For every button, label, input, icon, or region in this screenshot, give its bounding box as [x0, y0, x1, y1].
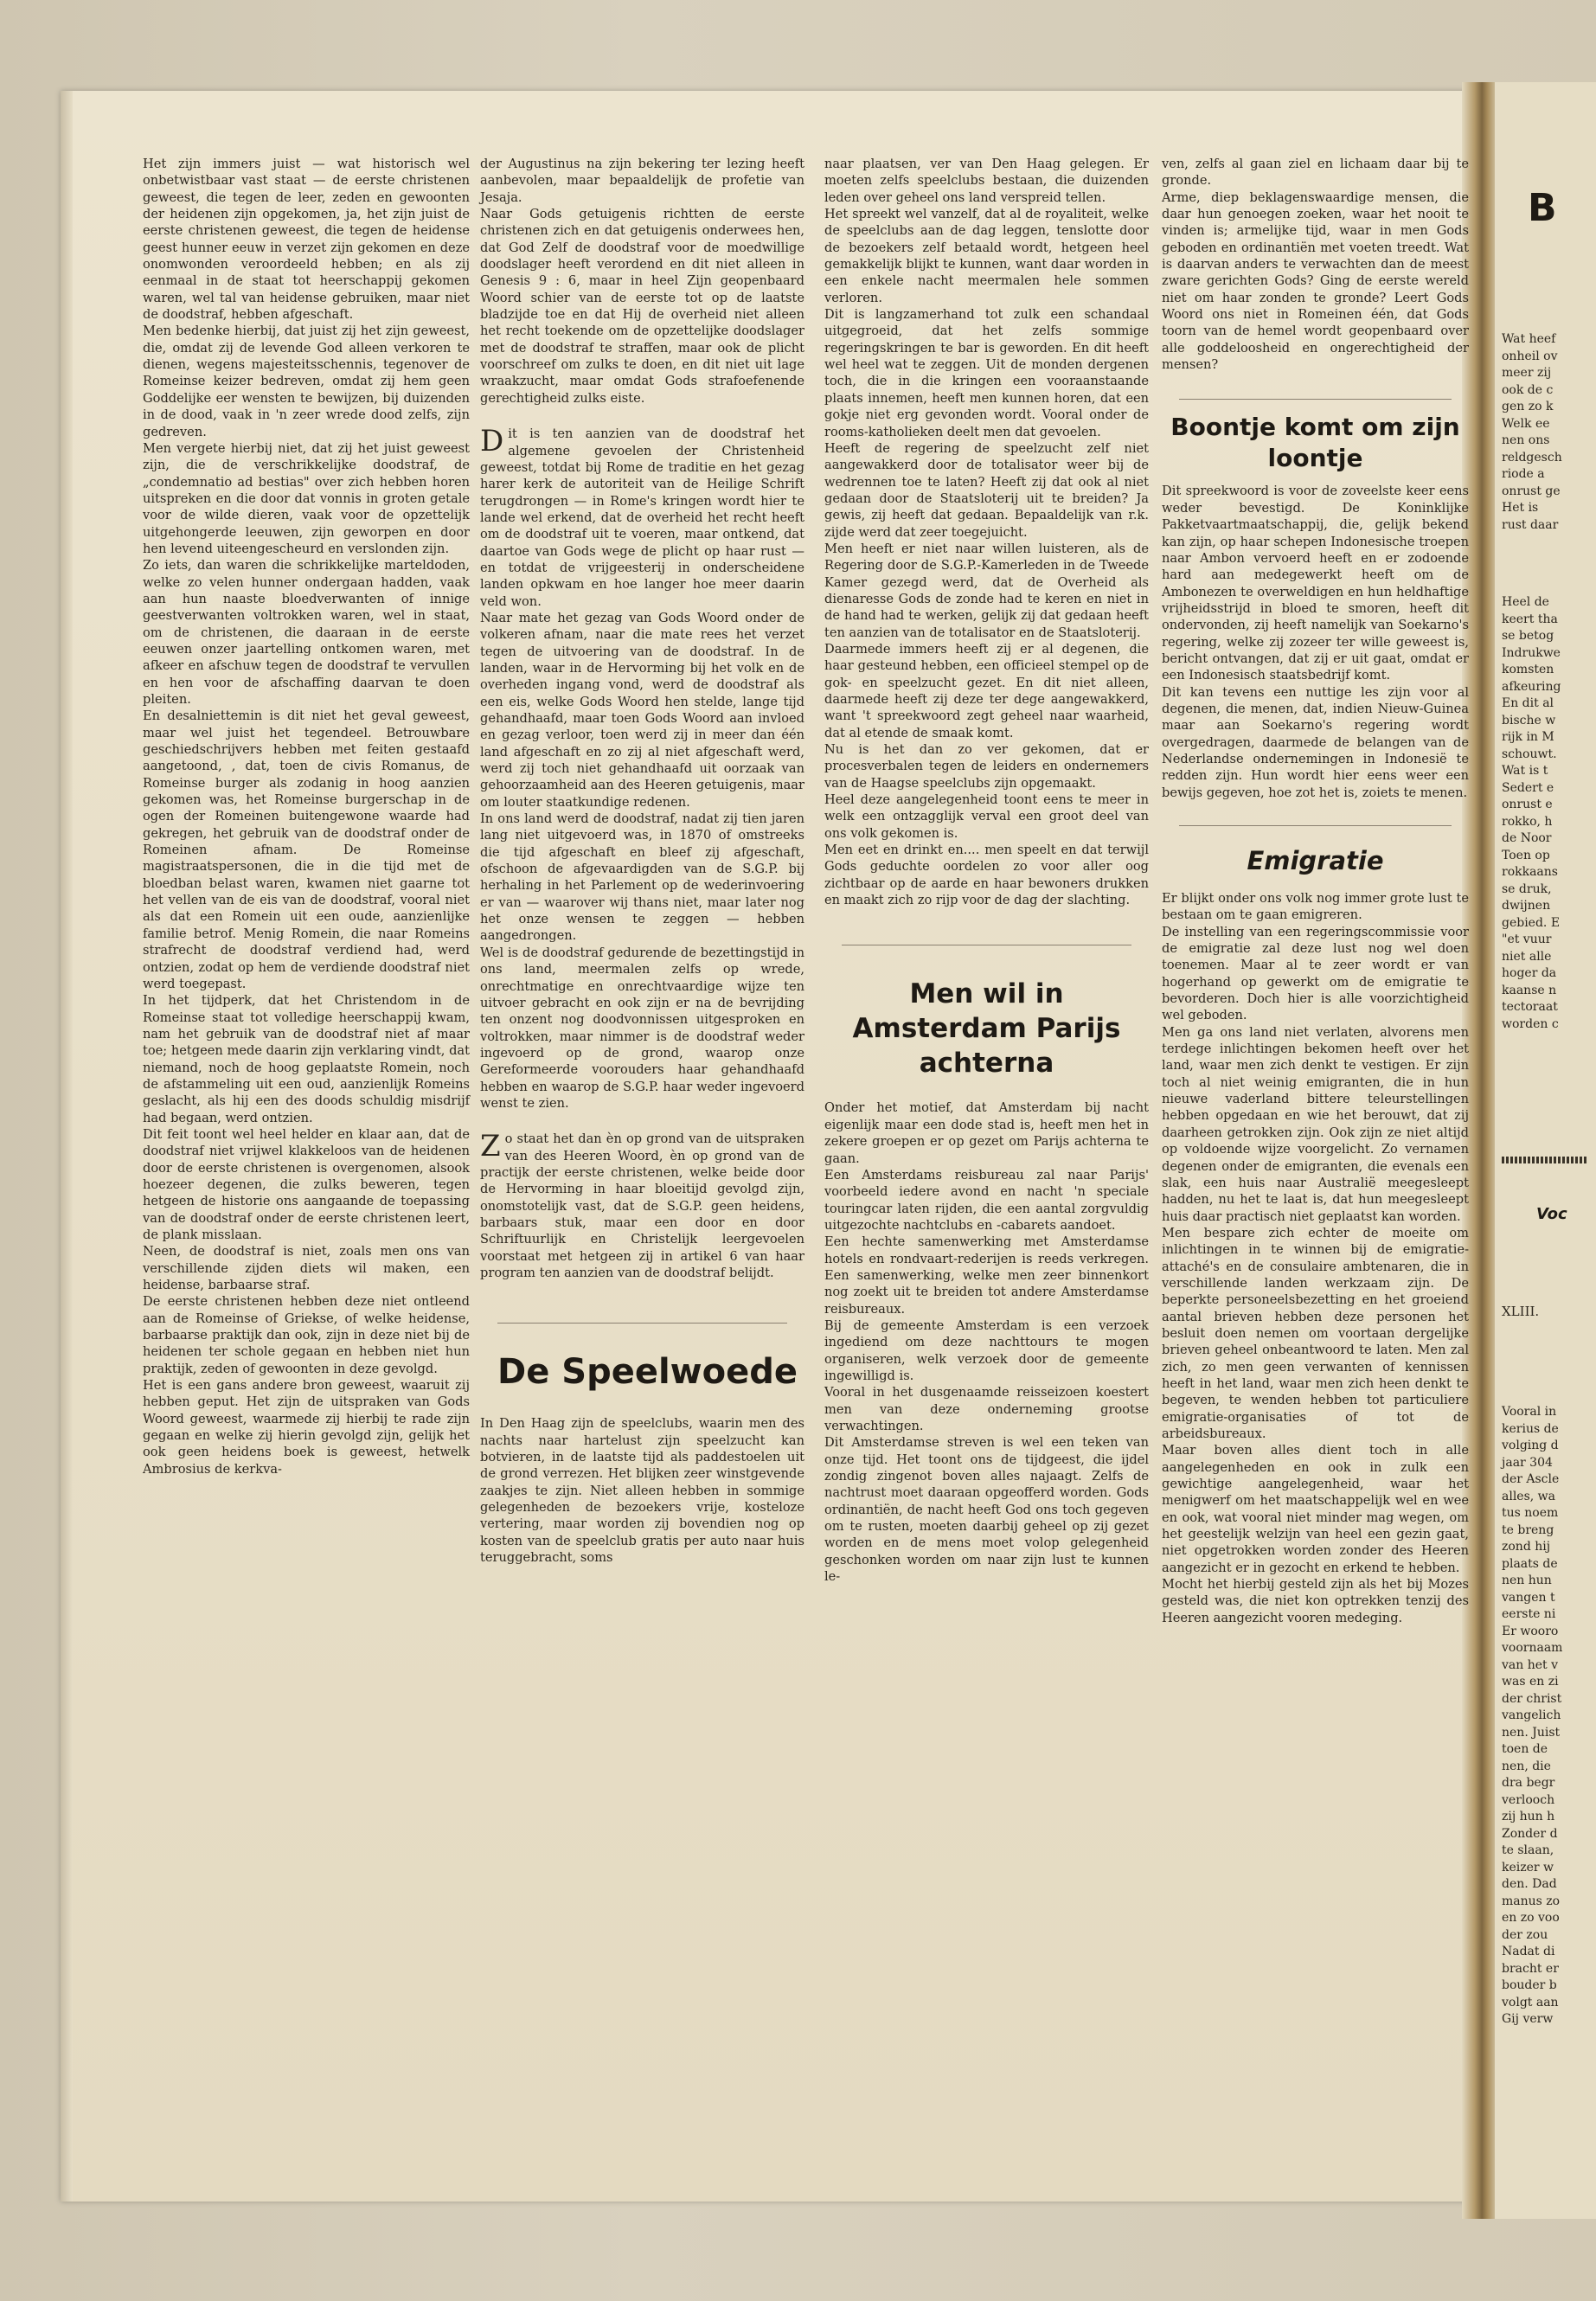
paragraph: Het spreekt wel vanzelf, dat al de royaliteit, welke de speelclubs aan de dag leggen, tenslotte door de bezoekers zelf betaald wordt, hetgeen heel gemakkelijk blijkt te kunnen, want daar worden in een enkele nacht meermalen hele sommen verloren.: [824, 207, 1149, 305]
paragraph: Onder het motief, dat Amsterdam bij nacht eigenlijk maar een dode stad is, heeft men het in zekere groepen er op gezet om Parijs achterna te gaan.: [824, 1100, 1149, 1166]
adjacent-page-text-3: Vooral in kerius de volging d jaar 304 der Ascle alles, wa tus noem te breng zond hij plaats de nen hun vangen t eerste ni Er wooro voornaam van het v was en zi der christ vangelich nen. Juist toen de nen, die dra begr verlooch zij hun h Zonder d te slaan, keizer w den. Dad manus zo en zo voo der zou Nadat di bracht er bouder b volgt aan Gij verw: [1502, 1405, 1563, 2026]
headline-amsterdam: Men wil in Amsterdam Parijs achterna: [852, 978, 1121, 1080]
paragraph: Dit is langzamerhand tot zulk een schandaal uitgegroeid, dat het zelfs sommige regeringskringen te bar is geworden. En dit heeft wel heel wat te zeggen. Uit de monden dergenen toch, die in die kringen een vooraanstaande plaats innemen, heeft men kunnen horen, dat een gokje niet erg gevonden wordt. Vooral onder de rooms-katholieken deelt men dat gevoelen.: [824, 307, 1149, 439]
paragraph: Dit kan tevens een nuttige les zijn voor al degenen, die menen, dat, indien Nieuw-Guinea maar aan Soekarno's regering wordt overgedragen, daarmede de belangen van de Nederlandse ondernemingen in Indonesië te redden zijn. Hun wordt hier eens weer een bewijs gegeven, hoe zot het is, zoiets te menen.: [1162, 684, 1469, 800]
paragraph: Men vergete hierbij niet, dat zij het juist geweest zijn, die de verschrikkelijke doodstraf, de „condemnatio ad bestias" over zich hebben horen uitspreken en die door dat vonnis in groten getale voor de wilde dieren, vaak voor de opzettelijk uitgehongerde leeuwen, zijn geworpen en door hen levend uiteengescheurd en verslonden zijn.: [143, 440, 470, 556]
paragraph: Men bespare zich echter de moeite om inlichtingen in te winnen bij de emigratie-attaché's en de consulaire ambtenaren, die in verschillende landen werkzaam zijn. De beperkte personeelsbezetting en het groeiend aantal brieven hebben deze personen het besluit doen nemen om voortaan dergelijke brieven geheel onbeantwoord te laten. Men zal zich, zo men geen verwanten of kennissen heeft in het land, waar men zich heen denkt te begeven, te wenden hebben tot particuliere emigratie-organisaties of tot de arbeidsbureaux.: [1162, 1225, 1469, 1441]
paragraph: En desalniettemin is dit niet het geval geweest, maar wel juist het tegendeel. Betrouwbare geschiedschrijvers hebben met feiten gestaafd aangetoond, , dat, toen de civis Romanus, de Romeinse burger als zodanig in hoog aanzien gekomen was, het Romeinse burgerschap in de ogen der Romeinen buitengewone waarde had gekregen, het gebruik van de doodstraf onder de Romeinen afnam. De Romeinse magistraatspersonen, die in die tijd met de bloedban belast waren, kwamen niet gaarne tot het vellen van de eis van de doodstraf, vooral niet als dat een Romein uit een oude, aanzienlijke familie betrof. Menig Romein, die naar Romeins strafrecht de doodstraf verdiend had, werd ontzien, zodat op hem de verdiende doodstraf niet werd toegepast.: [143, 708, 470, 991]
paragraph: naar plaatsen, ver van Den Haag gelegen. Er moeten zelfs speelclubs bestaan, die duizenden leden over geheel ons land verspreid tellen.: [824, 157, 1149, 205]
paragraph: Maar boven alles dient toch in alle aangelegenheden en ook in zulk een gewichtige aangelegenheid, waar het menigwerf om het maatschappelijk wel en wee en ook, wat vooral niet minder mag wegen, om het geestelijk welzijn van heel een gezin gaat, niet opgetrokken worden zonder des Heeren aangezicht er in gezocht en erkend te hebben.: [1162, 1443, 1469, 1575]
paragraph: Dit feit toont wel heel helder en klaar aan, dat de doodstraf niet vrijwel klakkeloos van de heidenen door de eerste christenen is overgenomen, alsook hoezeer degenen, die zulks beweren, tegen hetgeen de historie ons aangaande de toepassing van de doodstraf onder de eerste christenen leert, de plank misslaan.: [143, 1126, 470, 1242]
paragraph: Een Amsterdams reisbureau zal naar Parijs' voorbeeld iedere avond en nacht 'n speciale touringcar laten rijden, die een aantal zorgvuldig uitgezochte nachtclubs en -cabarets aandoet.: [824, 1167, 1149, 1233]
paragraph: Het zijn immers juist — wat historisch wel onbetwistbaar vast staat — de eerste christenen geweest, die tegen de leer, zeden en gewoonten der heidenen zijn opgekomen, ja, het zijn juist de eerste christenen geweest, die tegen de heidense geest hunner eeuw in verzet zijn gekomen en deze onomwonden veroordeeld hebben; en als zij eenmaal in de staat tot heerschappij gekomen waren, wel tal van heidense gebruiken, maar niet de doodstraf, hebben afgeschaft.: [143, 157, 470, 323]
paragraph: Naar Gods getuigenis richtten de eerste christenen zich en dat getuigenis onderwees hen, dat God Zelf de doodstraf voor de moedwillige doodslager heeft verordend en dit niet alleen in Genesis 9 : 6, maar in heel Zijn geopenbaard Woord schier van de eerste tot op de laatste bladzijde toe en dat Hij de overheid niet alleen het recht toekende om de opzettelijke doodslager met de doodstraf te straffen, maar ook de plicht voorschreef om zulks te doen, en dit niet uit lage wraakzucht, maar omdat Gods strafoefenende gerechtigheid zulks eiste.: [480, 207, 804, 406]
column-1: [143, 156, 470, 1477]
paragraph: In Den Haag zijn de speelclubs, waarin men des nachts naar hartelust zijn speelzucht kan botvieren, in de laatste tijd als paddestoelen uit de grond verrezen. Het blijken zeer winstgevende zaakjes te zijn. Niet alleen hebben in sommige gelegenheden de bezoekers vrije, kosteloze vertering, maar worden zij bovendien nog op kosten van de speelclub gratis per auto naar huis teruggebracht, soms: [480, 1416, 804, 1566]
column-2: [480, 156, 804, 1566]
paragraph: Naar mate het gezag van Gods Woord onder de volkeren afnam, naar die mate rees het verzet tegen de uitvoering van de doodstraf. In de landen, waar in de Hervorming bij het volk en de overheden ingang vond, werd de doodstraf als een eis, welke Gods Woord hen stelde, lange tijd gehandhaafd, maar toen Gods Woord aan invloed en gezag verloor, toen werd zij in meer dan één land afgeschaft en zo zij al niet afgeschaft werd, werd zij toch niet gehandhaafd uit oorzaak van gehoorzaamheid aan des Heeren getuigenis, maar om louter staatkundige redenen.: [480, 610, 804, 810]
dropcap: Z: [480, 1129, 501, 1164]
paragraph: Dit spreekwoord is voor de zoveelste keer eens weder bevestigd. De Koninklijke Pakketvaartmaatschappij, die, gelijk bekend kan zijn, op haar schepen Indonesische troepen naar Ambon vervoerd heeft en er zodoende hard aan medegewerkt heeft om de Ambonezen te overweldigen en hun heldhaftige vrijheidsstrijd in bloed te smoren, heeft dit ondervonden, zij heeft namelijk van Soekarno's regering, welke zij zozeer ter wille geweest is, bericht ontvangen, dat zij er uit gaat, omdat er een Indonesisch staatsbedrijf komt.: [1162, 484, 1469, 683]
paragraph-with-dropcap: [480, 426, 804, 610]
page-edge: [61, 91, 73, 2202]
paragraph: De instelling van een regeringscommissie voor de emigratie zal deze lust nog wel doen toenemen. Maar al te zeer wordt er van hogerhand op gewerkt om de emigratie te bevorderen. Doch hier is alle voorzichtigheid wel geboden.: [1162, 924, 1469, 1023]
paragraph: Men heeft er niet naar willen luisteren, als de Regering door de S.G.P.-Kamerleden in de Tweede Kamer gezegd werd, dat de Overheid als dienaresse Gods de zonde had te keren en niet in de hand had te werken, gelijk zij dat gedaan heeft ten aanzien van de totalisator en de Staatsloterij.: [824, 541, 1149, 640]
dropcap: D: [480, 424, 504, 459]
paragraph: Vooral in het dusgenaamde reisseizoen koestert men van deze onderneming grootse verwachtingen.: [824, 1385, 1149, 1433]
paragraph: Neen, de doodstraf is niet, zoals men ons van verschillende zijden diets wil maken, een heidense, barbaarse straf.: [143, 1244, 470, 1293]
paragraph: Wel is de doodstraf gedurende de bezettingstijd in ons land, meermalen zelfs op wrede, onrechtmatige en onrechtvaardige wijze ten uitvoer gebracht en ook zijn er na de bevrijding ten onzent nog doodvonnissen uitgesproken en voltrokken, maar nimmer is de doodstraf weder ingevoerd op de grond, waarop onze Gereformeerde voorouders haar gehandhaafd hebben en waarop de S.G.P. haar weder ingevoerd wenst te zien.: [480, 945, 804, 1111]
paragraph: De eerste christenen hebben deze niet ontleend aan de Romeinse of Griekse, of welke heidense, barbaarse praktijk dan ook, zijn in deze niet bij de heidenen ter schole gegaan en hebben niet hun praktijk, zeden of gewoonten in deze gevolgd.: [143, 1294, 470, 1376]
headline-emigratie: Emigratie: [1247, 846, 1384, 875]
paragraph: Mocht het hierbij gesteld zijn als het bij Mozes gesteld was, die niet kon optrekken tenzij des Heeren aangezicht vooren medeging.: [1162, 1577, 1469, 1625]
paragraph: Zo iets, dan waren die schrikkelijke marteldoden, welke zo velen hunner ondergaan hadden, vaak aan hun naaste bloedverwanten of innige geestverwanten voltrokken waren, wel in staat, om de christenen, die daaraan in de eerste eeuwen onzer jaartelling ontkomen waren, met afkeer en afschuw tegen de doodstraf te vervullen en hen voor de afschaffing daarvan te doen pleiten.: [143, 558, 470, 707]
adjacent-page-letter: B: [1528, 186, 1557, 230]
adjacent-page-text-2: Heel de keert tha se betog Indrukwe komsten afkeuring En dit al bische w rijk in M schouwt. Wat is t Sedert e onrust e rokko, h de Noor Toen op rokkaans se druk, dwijnen gebied. E "et vuur niet alle hoger da kaanse n tectoraat worden c: [1502, 595, 1561, 1031]
paragraph: Men ga ons land niet verlaten, alvorens men terdege inlichtingen bekomen heeft over het land, waar men zich denkt te vestigen. Er zijn toch al niet weinig emigranten, die in hun nieuwe vaderland bittere teleurstellingen hebben opgedaan en wie het berouwt, dat zij daarheen getrokken zijn. Ook zijn ze niet altijd op voldoende wijze voorgelicht. Zo vernamen degenen onder de emigranten, die evenals een slak, een huis naar Australië meegesleept hadden, nu het te laat is, dat hun meegesleept huis daar practisch niet geplaatst kan worden.: [1162, 1024, 1469, 1224]
paragraph: Arme, diep beklagenswaardige mensen, die daar hun genoegen zoeken, waar het nooit te vinden is; armelijke tijd, waar in men Gods geboden en ordinantiën met voeten treedt. Wat is daarvan anders te verwachten dan de meest zware gerichten Gods? Ging de eerste wereld niet om haar zonden te gronde? Leert Gods Woord ons niet in Romeinen één, dat Gods toorn van de hemel wordt geopenbaard over alle goddeloosheid en ongerechtigheid der mensen?: [1162, 189, 1469, 373]
adjacent-page-roman-numeral: XLIII.: [1502, 1304, 1540, 1319]
paragraph-text: it is ten aanzien van de doodstraf het algemene gevoelen der Christenheid geweest, totdat bij Rome de traditie en het gezag harer kerk de autoriteit van de Heilige Schrift terugdrongen — in Rome's kringen wordt hier te lande wel erkend, dat de overheid het recht heeft om de doodstraf uit te voeren, maar ontkend, dat daartoe van Gods wege de plicht op haar rust — en totdat de vrijgeesterij in onderscheidene landen opkwam en hoe langer hoe meer daarin veld won.: [480, 426, 804, 609]
column-4: [1162, 156, 1469, 1626]
headline-speelwoede: De Speelwoede: [497, 1352, 798, 1393]
paragraph: Een hechte samenwerking met Amsterdamse hotels en rondvaart-rederijen is reeds verkregen. Een samenwerking, welke men zeer binnenkort nog zoekt uit te breiden tot andere Amsterdamse reisbureaux.: [824, 1234, 1149, 1317]
adjacent-page-text-1: Wat heef onheil ov meer zij ook de c gen zo k Welk ee nen ons reldgesch riode a onrust ge Het is rust daar: [1502, 332, 1562, 532]
paragraph: In ons land werd de doodstraf, nadat zij tien jaren lang niet uitgevoerd was, in 1870 of omstreeks die tijd afgeschaft en bleef zij afgeschaft, ofschoon de afgevaardigden van de S.G.P. bij herhaling in het Parlement op de wederinvoering er van — waarover wij thans niet, maar later nog het onze wensen te zeggen — hebben aangedrongen.: [480, 811, 804, 944]
paragraph: der Augustinus na zijn bekering ter lezing heeft aanbevolen, maar bepaaldelijk de profetie van Jesaja.: [480, 157, 804, 205]
adjacent-page-heading: Voc: [1536, 1205, 1567, 1223]
paragraph: Heeft de regering de speelzucht zelf niet aangewakkerd door de totalisator weer bij de wedrennen toe te laten? Heeft zij dat ook al niet gedaan door de Staatsloterij uit te breiden? Ja gewis, zij heeft dat gedaan. Bepaaldelijk van r.k. zijde werd dat zeer toegejuicht.: [824, 440, 1149, 540]
paragraph: Daarmede immers heeft zij er al degenen, die haar gesteund hebben, een officieel stempel op de gok- en speelzucht gezet. En dit niet alleen, daarmede heeft zij deze ter dege aangewakkerd, want 't spreekwoord zegt geheel naar waarheid, dat al etende de smaak komt.: [824, 641, 1149, 740]
paragraph-with-dropcap: [480, 1131, 804, 1281]
paragraph: Er blijkt onder ons volk nog immer grote lust te bestaan om te gaan emigreren.: [1162, 891, 1469, 923]
column-3: [824, 156, 1149, 1585]
paragraph: Nu is het dan zo ver gekomen, dat er procesverbalen tegen de leiders en ondernemers van de Haagse speelclubs zijn opgemaakt.: [824, 742, 1149, 791]
paragraph: Bij de gemeente Amsterdam is een verzoek ingediend om deze nachttours te mogen organiseren, welk verzoek door de gemeente ingewilligd is.: [824, 1317, 1149, 1383]
headline-boontje: Boontje komt om zijn loontje: [1170, 413, 1460, 473]
adjacent-page: [1495, 82, 1596, 2219]
paragraph: Men bedenke hierbij, dat juist zij het zijn geweest, die, omdat zij de levende God alleen verkoren te dienen, wegens majesteitsschennis, tegenover de Romeinse keizer bedreven, omdat zij hem geen Goddelijke eer wensten te bewijzen, bij duizenden in de dood, vaak in 'n zeer wrede dood zelfs, zijn gedreven.: [143, 324, 470, 439]
paragraph: ven, zelfs al gaan ziel en lichaam daar bij te gronde.: [1162, 157, 1469, 189]
paragraph: In het tijdperk, dat het Christendom in de Romeinse staat tot volledige heerschappij kwam, nam het gebruik van de doodstraf niet af maar toe; hetgeen mede daarin zijn verklaring vindt, dat niemand, noch de hoog geplaatste Romein, noch de afstammeling uit een oud, aanzienlijk Romeins geslacht, als hij een des doods schuldig misdrijf had begaan, werd ontzien.: [143, 993, 470, 1125]
paragraph: Het is een gans andere bron geweest, waaruit zij hebben geput. Het zijn de uitspraken van Gods Woord geweest, waarmede zij hierbij te rade zijn gegaan en welke zij hierin gevolgd zijn, gelijk het ook geen heidens boek is geweest, hetwelk Ambrosius de kerkva-: [143, 1378, 470, 1477]
adjacent-page-ornament: [1502, 1157, 1588, 1163]
paragraph-text: o staat het dan èn op grond van de uitspraken van des Heeren Woord, èn op grond van de practijk der eerste christenen, welke beide door de Hervorming in haar bloeitijd gevolgd zijn, onomstotelijk vast, dat de S.G.P. geen heidens, barbaars stuk, maar een door en door Schriftuurlijk en Christelijk leergevoelen voorstaat met hetgeen zij in artikel 6 van haar program ten aanzien van de doodstraf belijdt.: [480, 1131, 804, 1280]
paragraph: Men eet en drinkt en.... men speelt en dat terwijl Gods geduchte oordelen zo voor aller oog zichtbaar op de aarde en haar bewoners drukken en maakt zich zo rijp voor de dag der slachting.: [824, 843, 1149, 908]
paragraph: Heel deze aangelegenheid toont eens te meer in welk een ontzagglijk verval een groot deel van ons volk gekomen is.: [824, 792, 1149, 841]
paragraph: Dit Amsterdamse streven is wel een teken van onze tijd. Het toont ons de tijdgeest, die ijdel zondig zingenot boven alles najaagt. Zelfs de nachtrust moet daaraan opgeofferd worden. Gods ordinantiën, de nacht heeft God ons toch gegeven om te rusten, moeten daarbij geheel op zij gezet worden en de mens moet volop gelegenheid geschonken worden om naar zijn lust te kunnen le-: [824, 1435, 1149, 1585]
